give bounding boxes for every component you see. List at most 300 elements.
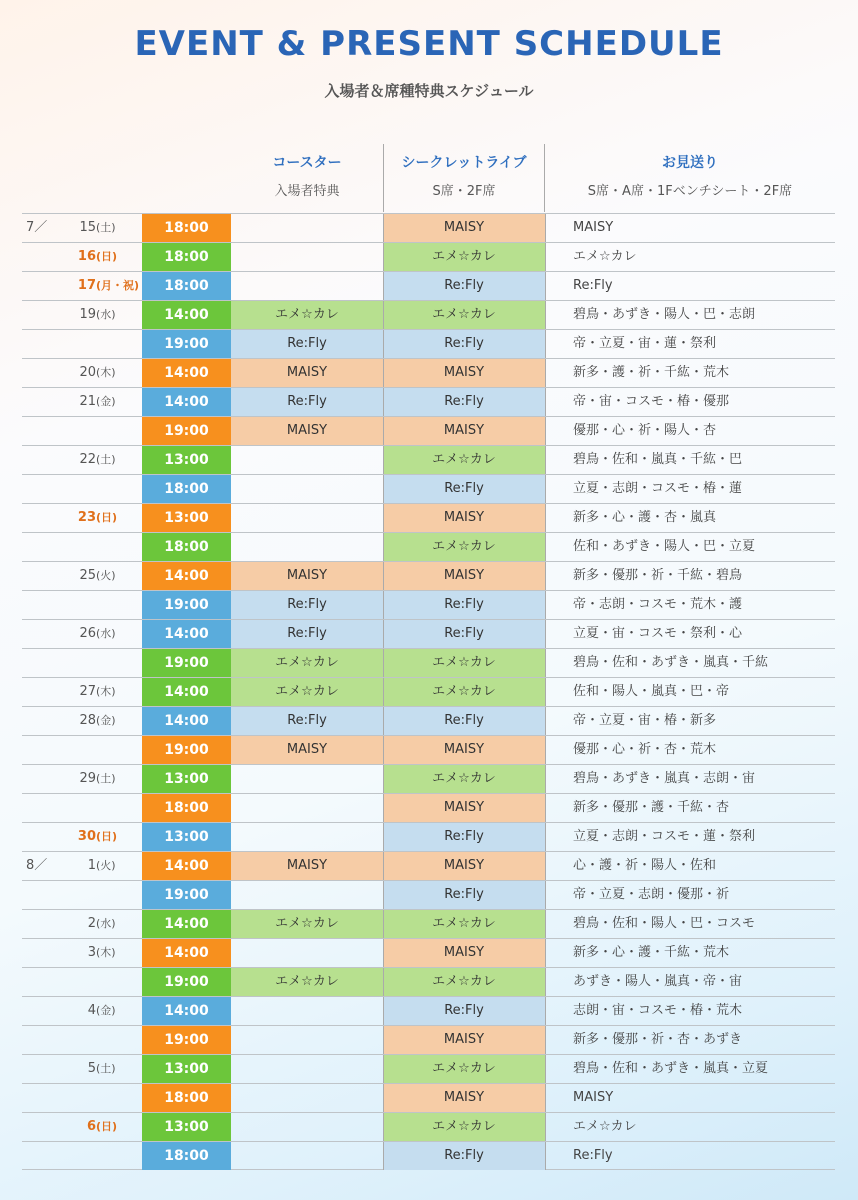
date-cell [22,620,142,648]
column-divider [383,707,384,735]
schedule-row [22,648,835,677]
coaster-cell [231,1055,383,1083]
time-cell: 13:00 [142,446,231,474]
coaster-cell: エメ☆カレ [231,910,383,938]
date-weekday: (日) [96,250,118,263]
schedule-row [22,764,835,793]
secret-live-cell: MAISY [383,852,545,880]
schedule-row [22,561,835,590]
send-off-cell: 新多・心・護・杏・嵐真 [573,510,717,525]
date-day: 3 [87,945,96,960]
date-cell [22,910,142,938]
time-cell: 13:00 [142,504,231,532]
column-header-send-off-sub: S席・A席・1Fベンチシート・2F席 [587,184,793,199]
time-cell: 14:00 [142,388,231,416]
column-header-secret-live-sub: S席・2F席 [432,184,496,199]
send-off-cell: 碧鳥・佐和・陽人・巴・コスモ [573,916,756,931]
schedule-row [22,909,835,938]
secret-live-cell: MAISY [383,214,545,242]
date-cell [22,1084,142,1112]
send-off-cell: 碧鳥・佐和・あずき・嵐真・千紘 [573,655,769,670]
date-cell [22,330,142,358]
send-off-cell: 帝・立夏・宙・椿・新多 [573,713,717,728]
send-off-cell: MAISY [573,1090,614,1105]
coaster-cell: Re:Fly [231,591,383,619]
date-weekday: (金) [96,1004,116,1017]
send-off-cell: 碧鳥・佐和・嵐真・千紘・巴 [573,452,743,467]
time-cell: 19:00 [142,968,231,996]
column-header-send-off [545,144,835,212]
send-off-cell: 碧鳥・あずき・嵐真・志朗・宙 [573,771,756,786]
schedule-row [22,851,835,880]
time-cell: 18:00 [142,794,231,822]
column-divider [383,968,384,996]
schedule-row [22,358,835,387]
coaster-cell: Re:Fly [231,620,383,648]
time-cell: 18:00 [142,272,231,300]
date-cell [22,939,142,967]
secret-live-cell: Re:Fly [383,330,545,358]
secret-live-cell: Re:Fly [383,620,545,648]
date-weekday: (土) [96,1062,116,1075]
coaster-cell: Re:Fly [231,330,383,358]
secret-live-cell: エメ☆カレ [383,678,545,706]
column-divider [545,620,546,648]
column-divider [545,301,546,329]
date-month: 7／ [26,220,48,235]
column-divider [545,562,546,590]
date-day: 16 [77,249,96,264]
date-cell [22,388,142,416]
secret-live-cell: MAISY [383,562,545,590]
column-divider [545,504,546,532]
send-off-cell: あずき・陽人・嵐真・帝・宙 [573,974,743,989]
column-divider [383,881,384,909]
column-divider [545,1142,546,1170]
secret-live-cell: Re:Fly [383,272,545,300]
date-cell [22,794,142,822]
date-weekday: (土) [96,221,116,234]
secret-live-cell: MAISY [383,794,545,822]
send-off-cell: 立夏・宙・コスモ・祭利・心 [573,626,743,641]
date-cell [22,214,142,242]
column-divider [545,707,546,735]
time-cell: 14:00 [142,562,231,590]
secret-live-cell: エメ☆カレ [383,910,545,938]
time-cell: 19:00 [142,736,231,764]
column-divider [545,417,546,445]
schedule-row [22,619,835,648]
date-weekday: (水) [96,308,116,321]
time-cell: 19:00 [142,591,231,619]
date-weekday: (月・祝) [96,279,140,292]
secret-live-cell: Re:Fly [383,388,545,416]
coaster-cell [231,243,383,271]
date-weekday: (日) [96,511,118,524]
column-divider [545,678,546,706]
column-divider [383,446,384,474]
column-divider [545,388,546,416]
secret-live-cell: MAISY [383,417,545,445]
column-divider [383,910,384,938]
date-day: 17 [77,278,96,293]
time-cell: 13:00 [142,823,231,851]
coaster-cell [231,475,383,503]
send-off-cell: Re:Fly [573,278,613,293]
date-cell [22,1113,142,1141]
schedule-row [22,1054,835,1083]
schedule-row [22,213,835,242]
secret-live-cell: Re:Fly [383,881,545,909]
send-off-cell: 心・護・祈・陽人・佐和 [573,858,717,873]
column-divider [383,736,384,764]
date-cell [22,1026,142,1054]
time-cell: 14:00 [142,359,231,387]
coaster-cell [231,794,383,822]
secret-live-cell: エメ☆カレ [383,1055,545,1083]
time-cell: 19:00 [142,881,231,909]
date-weekday: (木) [96,946,116,959]
date-day: 25 [79,568,96,583]
date-cell [22,997,142,1025]
date-cell [22,852,142,880]
send-off-cell: 新多・護・祈・千紘・荒木 [573,365,730,380]
schedule-row [22,445,835,474]
secret-live-cell: Re:Fly [383,475,545,503]
secret-live-cell: エメ☆カレ [383,968,545,996]
date-weekday: (金) [96,395,116,408]
time-cell: 14:00 [142,620,231,648]
column-divider [383,243,384,271]
column-divider [383,1026,384,1054]
date-day: 15 [79,220,96,235]
time-cell: 13:00 [142,765,231,793]
date-day: 6 [86,1119,96,1134]
column-divider [383,1084,384,1112]
schedule-row [22,735,835,764]
secret-live-cell: MAISY [383,1026,545,1054]
coaster-cell [231,1026,383,1054]
schedule-row [22,1112,835,1141]
date-cell [22,1055,142,1083]
date-cell [22,417,142,445]
date-day: 19 [79,307,96,322]
date-day: 22 [79,452,96,467]
time-cell: 18:00 [142,243,231,271]
send-off-cell: 佐和・陽人・嵐真・巴・帝 [573,684,730,699]
column-header-coaster-label: コースター [272,155,342,171]
date-cell [22,243,142,271]
secret-live-cell: Re:Fly [383,997,545,1025]
date-day: 29 [79,771,96,786]
column-divider [383,475,384,503]
date-cell [22,968,142,996]
date-day: 23 [77,510,96,525]
send-off-cell: Re:Fly [573,1148,613,1163]
date-cell [22,881,142,909]
coaster-cell [231,214,383,242]
date-day: 2 [87,916,96,931]
schedule-row [22,271,835,300]
secret-live-cell: エメ☆カレ [383,649,545,677]
column-divider [545,881,546,909]
date-day: 4 [87,1003,96,1018]
column-divider [545,243,546,271]
coaster-cell: Re:Fly [231,707,383,735]
schedule-row [22,677,835,706]
date-day: 28 [79,713,96,728]
schedule-row [22,996,835,1025]
date-day: 5 [87,1061,96,1076]
column-divider [545,330,546,358]
time-cell: 14:00 [142,707,231,735]
time-cell: 18:00 [142,1142,231,1170]
column-divider [383,1113,384,1141]
send-off-cell: 立夏・志朗・コスモ・椿・蓮 [573,481,743,496]
date-cell [22,765,142,793]
schedule-row [22,590,835,619]
schedule-table [22,213,835,1170]
send-off-cell: 優那・心・祈・陽人・杏 [573,423,717,438]
date-weekday: (木) [96,685,116,698]
schedule-row [22,416,835,445]
coaster-cell: エメ☆カレ [231,968,383,996]
time-cell: 14:00 [142,301,231,329]
secret-live-cell: MAISY [383,736,545,764]
date-day: 30 [77,829,96,844]
time-cell: 14:00 [142,997,231,1025]
date-weekday: (土) [96,772,116,785]
column-divider [383,649,384,677]
column-divider [383,1142,384,1170]
date-cell [22,591,142,619]
secret-live-cell: エメ☆カレ [383,243,545,271]
column-header-coaster-sub: 入場者特典 [274,184,340,199]
column-divider [545,997,546,1025]
column-divider [383,620,384,648]
column-divider [545,765,546,793]
time-cell: 19:00 [142,330,231,358]
column-divider [545,591,546,619]
coaster-cell [231,1113,383,1141]
send-off-cell: 帝・志朗・コスモ・荒木・護 [573,597,743,612]
date-day: 26 [79,626,96,641]
schedule-row [22,503,835,532]
send-off-cell: 新多・心・護・千紘・荒木 [573,945,730,960]
coaster-cell [231,1084,383,1112]
secret-live-cell: Re:Fly [383,591,545,619]
send-off-cell: 佐和・あずき・陽人・巴・立夏 [573,539,756,554]
date-cell [22,649,142,677]
send-off-cell: 優那・心・祈・杏・荒木 [573,742,717,757]
column-divider [383,1055,384,1083]
column-divider [545,1113,546,1141]
coaster-cell: MAISY [231,359,383,387]
date-cell [22,1142,142,1170]
column-divider [545,852,546,880]
send-off-cell: 碧鳥・佐和・あずき・嵐真・立夏 [573,1061,769,1076]
time-cell: 18:00 [142,533,231,561]
coaster-cell: MAISY [231,417,383,445]
column-divider [545,794,546,822]
send-off-cell: エメ☆カレ [573,1119,637,1134]
column-header-coaster [231,144,383,212]
column-divider [383,591,384,619]
time-cell: 14:00 [142,910,231,938]
column-divider [383,301,384,329]
column-divider [383,359,384,387]
date-weekday: (日) [96,1120,118,1133]
schedule-row [22,387,835,416]
schedule-row [22,880,835,909]
secret-live-cell: Re:Fly [383,707,545,735]
coaster-cell [231,533,383,561]
column-divider [383,794,384,822]
column-divider [545,533,546,561]
page-title: EVENT & PRESENT SCHEDULE [134,24,724,64]
coaster-cell [231,765,383,793]
column-divider [383,330,384,358]
time-cell: 18:00 [142,214,231,242]
secret-live-cell: エメ☆カレ [383,533,545,561]
coaster-cell: MAISY [231,736,383,764]
column-divider [545,1055,546,1083]
send-off-cell: 新多・優那・祈・杏・あずき [573,1032,743,1047]
date-month: 8／ [26,858,48,873]
column-divider [545,359,546,387]
schedule-row [22,938,835,967]
secret-live-cell: Re:Fly [383,1142,545,1170]
date-cell [22,359,142,387]
send-off-cell: エメ☆カレ [573,249,637,264]
send-off-cell: 帝・立夏・宙・蓮・祭利 [573,336,717,351]
send-off-cell: 碧鳥・あずき・陽人・巴・志朗 [573,307,756,322]
date-cell [22,272,142,300]
send-off-cell: 立夏・志朗・コスモ・蓮・祭利 [573,829,756,844]
coaster-cell [231,823,383,851]
secret-live-cell: MAISY [383,939,545,967]
schedule-row [22,532,835,561]
column-divider [383,533,384,561]
column-divider [545,968,546,996]
date-cell [22,678,142,706]
date-weekday: (水) [96,917,116,930]
column-divider [545,823,546,851]
time-cell: 14:00 [142,939,231,967]
column-divider [545,214,546,242]
secret-live-cell: エメ☆カレ [383,301,545,329]
secret-live-cell: MAISY [383,504,545,532]
date-day: 1 [87,858,96,873]
column-divider [383,417,384,445]
date-weekday: (水) [96,627,116,640]
date-weekday: (日) [96,830,118,843]
secret-live-cell: Re:Fly [383,823,545,851]
send-off-cell: 新多・優那・祈・千紘・碧鳥 [573,568,743,583]
column-divider [383,272,384,300]
date-cell [22,736,142,764]
secret-live-cell: エメ☆カレ [383,765,545,793]
send-off-cell: MAISY [573,220,614,235]
page-subtitle: 入場者＆席種特典スケジュール [324,82,534,100]
coaster-cell [231,939,383,967]
date-weekday: (木) [96,366,116,379]
coaster-cell [231,881,383,909]
send-off-cell: 志朗・宙・コスモ・椿・荒木 [573,1003,743,1018]
column-divider [383,765,384,793]
column-divider [383,678,384,706]
date-weekday: (火) [96,859,116,872]
date-day: 20 [79,365,96,380]
date-cell [22,504,142,532]
schedule-row [22,967,835,996]
time-cell: 19:00 [142,1026,231,1054]
coaster-cell [231,446,383,474]
date-weekday: (火) [96,569,116,582]
column-divider [383,852,384,880]
column-divider [545,1026,546,1054]
time-cell: 13:00 [142,1113,231,1141]
column-divider [545,446,546,474]
coaster-cell: エメ☆カレ [231,301,383,329]
time-cell: 14:00 [142,852,231,880]
column-divider [383,997,384,1025]
date-day: 27 [79,684,96,699]
coaster-cell [231,1142,383,1170]
schedule-row [22,1025,835,1054]
secret-live-cell: MAISY [383,1084,545,1112]
date-weekday: (金) [96,714,116,727]
column-divider [545,649,546,677]
column-divider [545,910,546,938]
date-cell [22,562,142,590]
schedule-row [22,300,835,329]
column-divider [545,475,546,503]
column-divider [545,736,546,764]
secret-live-cell: エメ☆カレ [383,1113,545,1141]
coaster-cell: エメ☆カレ [231,649,383,677]
coaster-cell [231,504,383,532]
secret-live-cell: エメ☆カレ [383,446,545,474]
coaster-cell: MAISY [231,852,383,880]
date-cell [22,301,142,329]
date-cell [22,446,142,474]
send-off-cell: 帝・宙・コスモ・椿・優那 [573,394,730,409]
column-header-send-off-label: お見送り [662,155,718,171]
date-weekday: (土) [96,453,116,466]
coaster-cell: Re:Fly [231,388,383,416]
schedule-row [22,474,835,503]
column-header-secret-live [383,144,545,212]
send-off-cell: 新多・優那・護・千紘・杏 [573,800,730,815]
column-divider [383,939,384,967]
column-divider [383,214,384,242]
time-cell: 19:00 [142,649,231,677]
schedule-row [22,822,835,851]
column-header-secret-live-label: シークレットライブ [401,155,527,171]
date-cell [22,475,142,503]
time-cell: 19:00 [142,417,231,445]
coaster-cell [231,997,383,1025]
coaster-cell: エメ☆カレ [231,678,383,706]
time-cell: 13:00 [142,1055,231,1083]
schedule-row [22,793,835,822]
date-cell [22,823,142,851]
column-divider [383,562,384,590]
date-cell [22,533,142,561]
coaster-cell: MAISY [231,562,383,590]
time-cell: 14:00 [142,678,231,706]
